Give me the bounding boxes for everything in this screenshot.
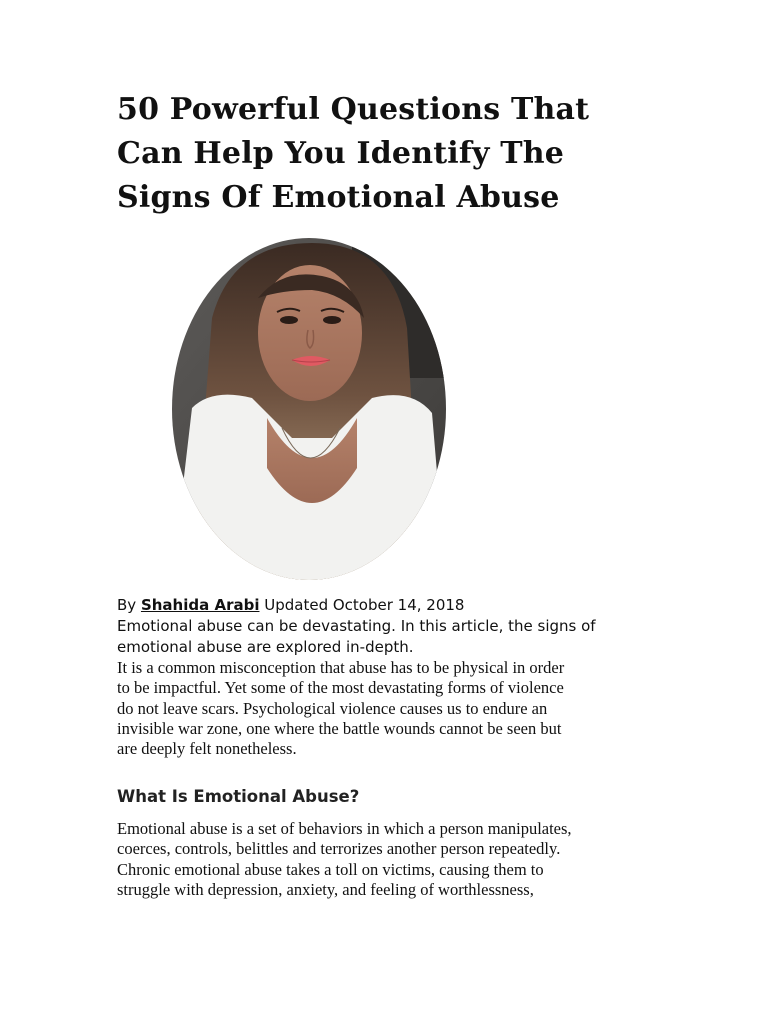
title-line: Signs Of Emotional Abuse (117, 180, 560, 215)
author-photo-illustration (172, 238, 446, 580)
paragraph-line: struggle with depression, anxiety, and feeling of worthlessness, (117, 879, 534, 899)
title-line: Can Help You Identify The (117, 136, 565, 171)
body-paragraph-2 (117, 819, 657, 900)
author-photo (172, 238, 446, 580)
author-link[interactable]: Shahida Arabi (140, 596, 260, 614)
intro-line: emotional abuse are explored in-depth. (117, 638, 414, 656)
article-title (117, 88, 677, 220)
byline (117, 595, 677, 616)
paragraph-line: invisible war zone, one where the battle wounds cannot be seen but (117, 718, 562, 738)
paragraph-line: to be impactful. Yet some of the most devastating forms of violence (117, 678, 564, 698)
updated-date: Updated October 14, 2018 (264, 596, 465, 614)
paragraph-line: do not leave scars. Psychological violence causes us to endure an (117, 698, 548, 718)
paragraph-line: are deeply felt nonetheless. (117, 739, 297, 759)
paragraph-line: Emotional abuse is a set of behaviors in which a person manipulates, (117, 819, 572, 838)
article-meta (117, 595, 677, 658)
body-paragraph-1 (117, 658, 657, 759)
intro-text (117, 616, 677, 658)
paragraph-line: Chronic emotional abuse takes a toll on victims, causing them to (117, 859, 544, 879)
byline-prefix: By (117, 596, 137, 614)
section-heading: What Is Emotional Abuse? (117, 787, 360, 806)
paragraph-line: It is a common misconception that abuse has to be physical in order (117, 658, 565, 677)
paragraph-line: coerces, controls, belittles and terrorizes another person repeatedly. (117, 839, 561, 859)
intro-line: Emotional abuse can be devastating. In this article, the signs of (117, 617, 596, 635)
title-line: 50 Powerful Questions That (117, 92, 590, 127)
